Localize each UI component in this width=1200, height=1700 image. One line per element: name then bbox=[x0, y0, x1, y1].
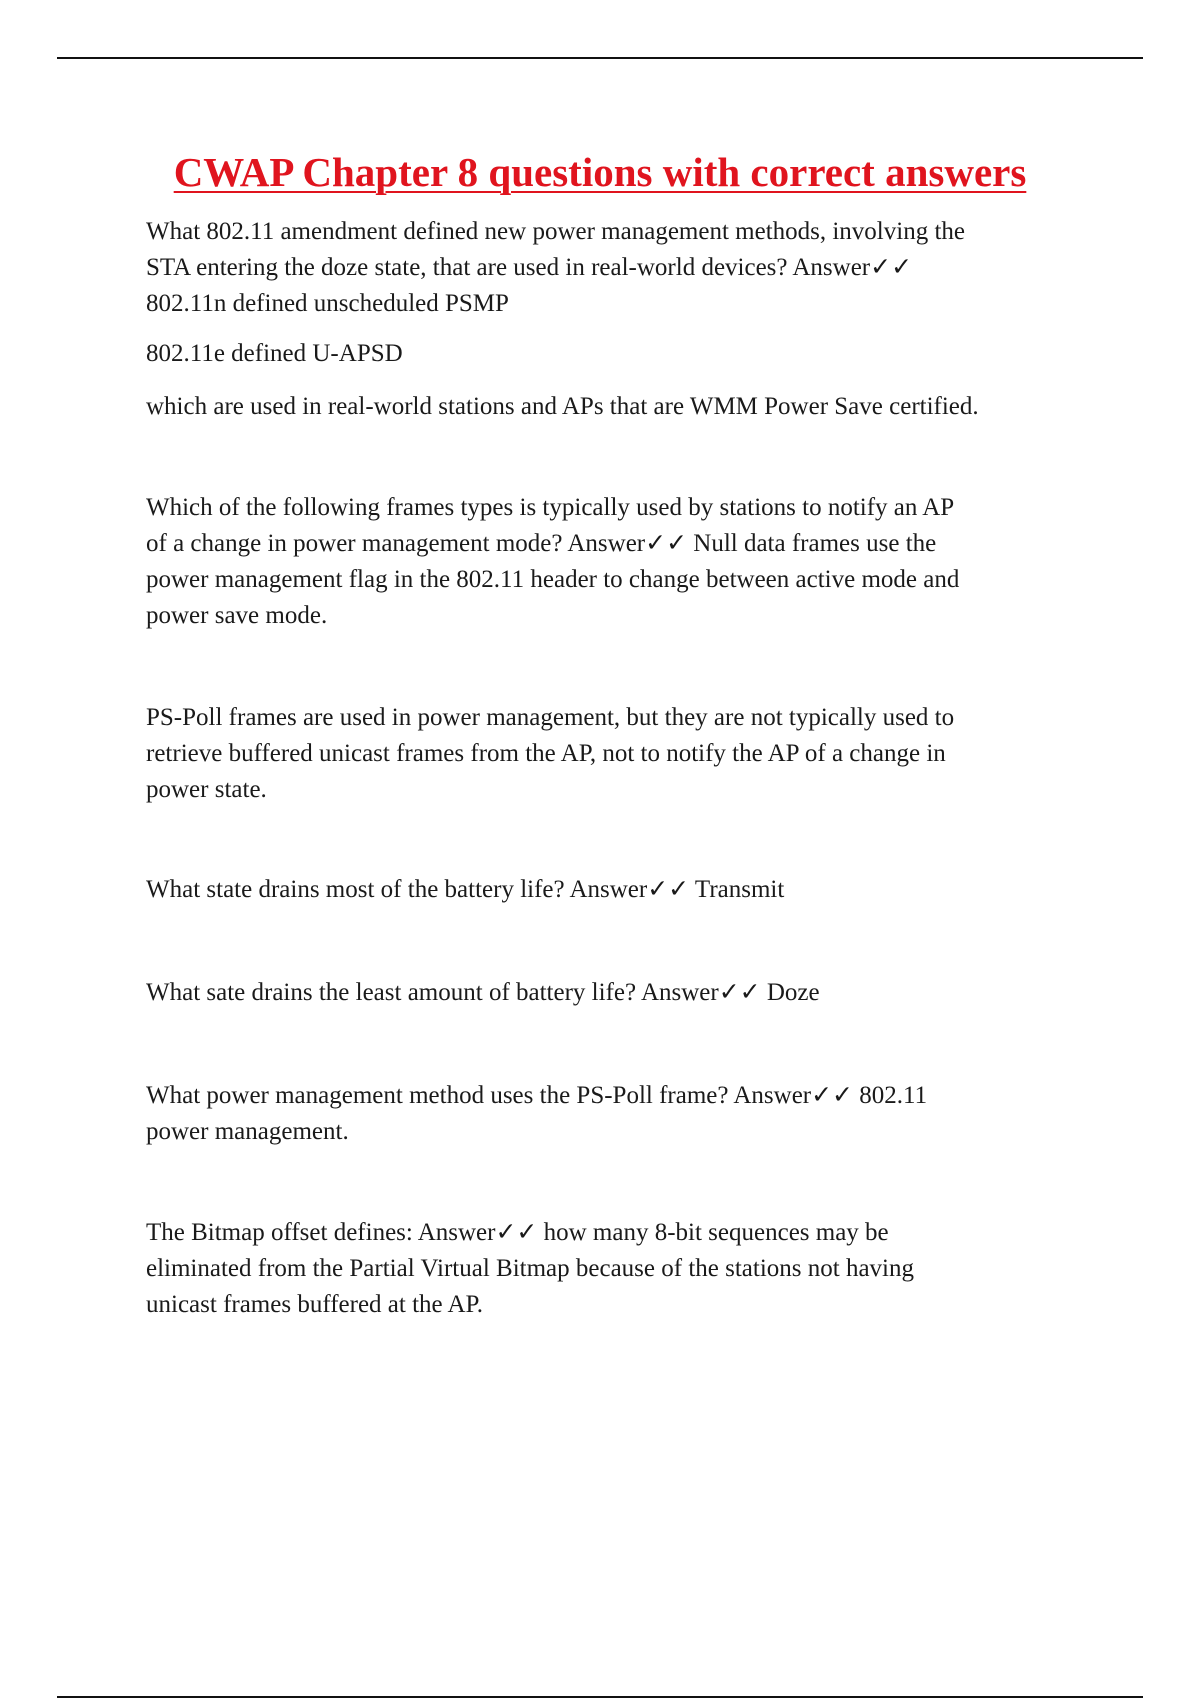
top-rule bbox=[57, 57, 1143, 59]
question-paragraph-3 bbox=[146, 872, 1106, 908]
text-line: What power management method uses the PS-Poll frame? Answer✓✓ 802.11 bbox=[146, 1082, 928, 1109]
answer-paragraph-u-apsd bbox=[146, 336, 1106, 372]
text-line: What sate drains the least amount of battery life? Answer✓✓ Doze bbox=[146, 979, 820, 1006]
question-paragraph-4 bbox=[146, 975, 1106, 1011]
text-line: 802.11e defined U-APSD bbox=[146, 340, 403, 367]
document-title: CWAP Chapter 8 questions with correct answers bbox=[173, 149, 1027, 195]
text-line: What 802.11 amendment defined new power management methods, involving the bbox=[146, 218, 965, 245]
text-line: STA entering the doze state, that are used in real-world devices? Answer✓✓ bbox=[146, 254, 913, 281]
ps-poll-paragraph bbox=[146, 700, 1106, 808]
question-paragraph-2 bbox=[146, 490, 1106, 634]
text-line: PS-Poll frames are used in power management, but they are not typically used to bbox=[146, 704, 955, 731]
text-line: of a change in power management mode? Answer✓✓ Null data frames use the bbox=[146, 530, 937, 557]
bottom-rule bbox=[57, 1696, 1143, 1698]
text-line: power state. bbox=[146, 776, 267, 803]
text-line: which are used in real-world stations and APs that are WMM Power Save certified. bbox=[146, 393, 979, 420]
text-line: power management flag in the 802.11 header to change between active mode and bbox=[146, 566, 960, 593]
text-line: power management. bbox=[146, 1118, 349, 1145]
text-line: 802.11n defined unscheduled PSMP bbox=[146, 290, 509, 317]
text-line: retrieve buffered unicast frames from the AP, not to notify the AP of a change in bbox=[146, 740, 946, 767]
question-paragraph-6 bbox=[146, 1215, 1106, 1323]
text-line: What state drains most of the battery life? Answer✓✓ Transmit bbox=[146, 876, 785, 903]
text-line: eliminated from the Partial Virtual Bitmap because of the stations not having bbox=[146, 1255, 914, 1282]
text-line: Which of the following frames types is typically used by stations to notify an AP bbox=[146, 494, 955, 521]
question-paragraph-1 bbox=[146, 214, 1106, 322]
text-line: The Bitmap offset defines: Answer✓✓ how many 8-bit sequences may be bbox=[146, 1219, 889, 1246]
text-line: unicast frames buffered at the AP. bbox=[146, 1291, 483, 1318]
answer-paragraph-wmm bbox=[146, 389, 1106, 425]
text-line: power save mode. bbox=[146, 602, 328, 629]
question-paragraph-5 bbox=[146, 1078, 1106, 1150]
